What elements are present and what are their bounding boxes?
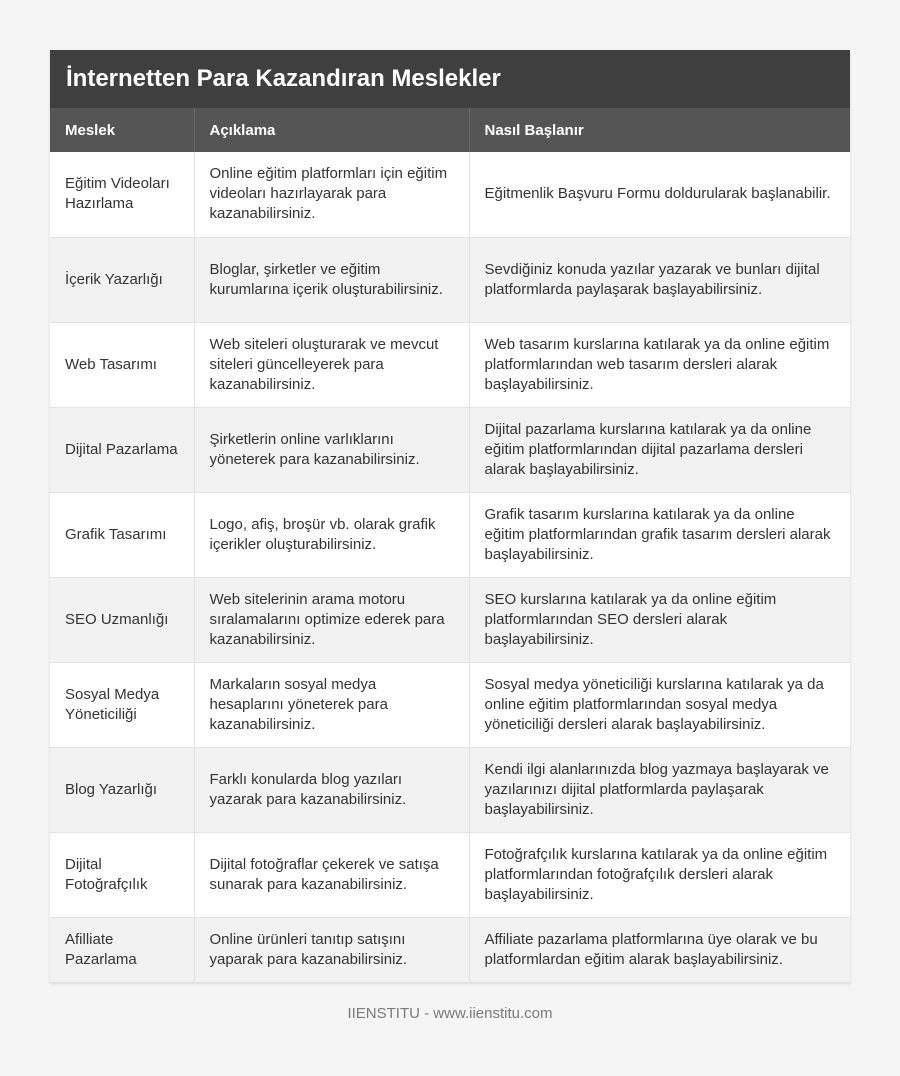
table-row xyxy=(50,322,850,407)
cell-aciklama: Dijital fotoğraflar çekerek ve satışa sunarak para kazanabilirsiniz. xyxy=(194,832,469,917)
column-header-nasil-baslanir: Nasıl Başlanır xyxy=(469,108,850,152)
cell-meslek: Afilliate Pazarlama xyxy=(50,917,194,982)
table-row xyxy=(50,407,850,492)
cell-nasil-baslanir: Web tasarım kurslarına katılarak ya da online eğitim platformlarından web tasarım dersleri alarak başlayabilirsiniz. xyxy=(469,322,850,407)
cell-nasil-baslanir: Affiliate pazarlama platformlarına üye olarak ve bu platformlardan eğitim alarak başlayabilirsiniz. xyxy=(469,917,850,982)
cell-nasil-baslanir: Dijital pazarlama kurslarına katılarak ya da online eğitim platformlarından dijital pazarlama dersleri alarak başlayabilirsiniz. xyxy=(469,407,850,492)
cell-meslek: Web Tasarımı xyxy=(50,322,194,407)
cell-meslek: Dijital Pazarlama xyxy=(50,407,194,492)
cell-meslek: Sosyal Medya Yöneticiliği xyxy=(50,662,194,747)
table-card xyxy=(50,50,850,983)
cell-aciklama: Farklı konularda blog yazıları yazarak para kazanabilirsiniz. xyxy=(194,747,469,832)
cell-meslek: Eğitim Videoları Hazırlama xyxy=(50,152,194,237)
cell-aciklama: Web siteleri oluşturarak ve mevcut siteleri güncelleyerek para kazanabilirsiniz. xyxy=(194,322,469,407)
cell-nasil-baslanir: SEO kurslarına katılarak ya da online eğitim platformlarından SEO dersleri alarak başlayabilirsiniz. xyxy=(469,577,850,662)
table-row xyxy=(50,917,850,982)
table-row xyxy=(50,662,850,747)
header-row xyxy=(50,108,850,152)
table-row xyxy=(50,237,850,322)
cell-nasil-baslanir: Eğitmenlik Başvuru Formu doldurularak başlanabilir. xyxy=(469,152,850,237)
column-header-aciklama: Açıklama xyxy=(194,108,469,152)
cell-meslek: Dijital Fotoğrafçılık xyxy=(50,832,194,917)
cell-aciklama: Logo, afiş, broşür vb. olarak grafik içerikler oluşturabilirsiniz. xyxy=(194,492,469,577)
cell-aciklama: Online eğitim platformları için eğitim videoları hazırlayarak para kazanabilirsiniz. xyxy=(194,152,469,237)
cell-meslek: İçerik Yazarlığı xyxy=(50,237,194,322)
cell-aciklama: Online ürünleri tanıtıp satışını yaparak para kazanabilirsiniz. xyxy=(194,917,469,982)
table-row xyxy=(50,747,850,832)
cell-aciklama: Web sitelerinin arama motoru sıralamalarını optimize ederek para kazanabilirsiniz. xyxy=(194,577,469,662)
careers-table xyxy=(50,108,850,983)
cell-meslek: Grafik Tasarımı xyxy=(50,492,194,577)
cell-nasil-baslanir: Sosyal medya yöneticiliği kurslarına katılarak ya da online eğitim platformlarından sosyal medya yöneticiliği dersleri alarak başlayabilirsiniz. xyxy=(469,662,850,747)
table-title: İnternetten Para Kazandıran Meslekler xyxy=(50,50,850,108)
footer-credit: IIENSTITU - www.iienstitu.com xyxy=(347,1005,553,1022)
cell-aciklama: Markaların sosyal medya hesaplarını yöneterek para kazanabilirsiniz. xyxy=(194,662,469,747)
table-row xyxy=(50,152,850,237)
cell-nasil-baslanir: Grafik tasarım kurslarına katılarak ya da online eğitim platformlarından grafik tasarım dersleri alarak başlayabilirsiniz. xyxy=(469,492,850,577)
table-row xyxy=(50,832,850,917)
table-row xyxy=(50,492,850,577)
cell-meslek: Blog Yazarlığı xyxy=(50,747,194,832)
table-row xyxy=(50,577,850,662)
cell-nasil-baslanir: Fotoğrafçılık kurslarına katılarak ya da online eğitim platformlarından fotoğrafçılık dersleri alarak başlayabilirsiniz. xyxy=(469,832,850,917)
cell-nasil-baslanir: Sevdiğiniz konuda yazılar yazarak ve bunları dijital platformlarda paylaşarak başlayabilirsiniz. xyxy=(469,237,850,322)
cell-aciklama: Şirketlerin online varlıklarını yöneterek para kazanabilirsiniz. xyxy=(194,407,469,492)
cell-meslek: SEO Uzmanlığı xyxy=(50,577,194,662)
cell-aciklama: Bloglar, şirketler ve eğitim kurumlarına içerik oluşturabilirsiniz. xyxy=(194,237,469,322)
cell-nasil-baslanir: Kendi ilgi alanlarınızda blog yazmaya başlayarak ve yazılarınızı dijital platformlarda paylaşarak başlayabilirsiniz. xyxy=(469,747,850,832)
column-header-meslek: Meslek xyxy=(50,108,194,152)
